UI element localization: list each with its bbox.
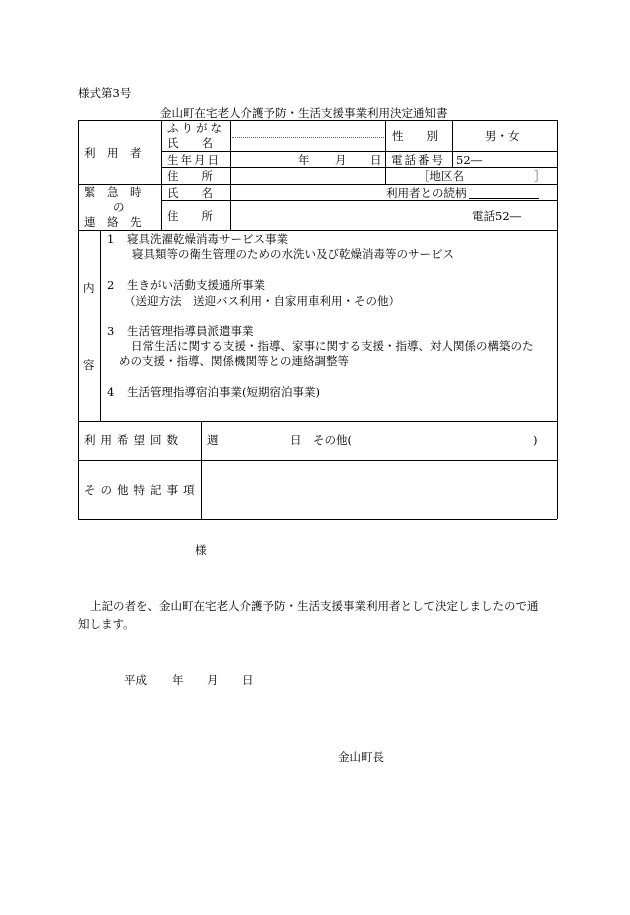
item-1-detail: 寝具類等の衛生管理のための水洗い及び乾燥消毒等のサービス <box>132 247 454 261</box>
table-line <box>78 184 557 185</box>
address-label: 住 所 <box>167 169 213 183</box>
table-line <box>385 120 386 184</box>
issuer: 金山町長 <box>338 750 384 764</box>
content-header-top: 内 <box>83 281 95 295</box>
table-line <box>78 421 557 422</box>
table-line <box>161 200 557 201</box>
birthdate-day: 日 <box>370 153 382 167</box>
emergency-phone: 電話52― <box>472 209 522 223</box>
birthdate-month: 月 <box>335 153 347 167</box>
item-3-detail-line2: めの支援・指導、関係機関等との連絡調整等 <box>119 354 349 368</box>
item-3-number: 3 <box>107 324 115 338</box>
sex-value: 男・女 <box>485 129 520 143</box>
frequency-day: 日 <box>290 433 302 447</box>
item-2-detail: （送迎方法 送迎バス利用・自家用車利用・その他） <box>124 294 400 308</box>
table-line <box>78 230 557 231</box>
item-2-number: 2 <box>107 278 115 292</box>
relation-underline <box>469 198 539 199</box>
birthdate-year: 年 <box>298 153 310 167</box>
item-1-number: 1 <box>107 232 115 246</box>
content-header-bottom: 容 <box>83 358 95 372</box>
user-section-header: 利 用 者 <box>84 146 142 160</box>
district-open: ［地区名 <box>418 169 464 183</box>
table-line <box>161 151 557 152</box>
table-line <box>100 230 101 421</box>
frequency-week: 週 <box>207 433 219 447</box>
item-4-number: 4 <box>107 385 115 399</box>
date-month: 月 <box>207 673 219 687</box>
emergency-header-line1: 緊 急 時 <box>84 185 142 199</box>
item-1-title: 寝具洗濯乾燥消毒サービス事業 <box>127 232 288 246</box>
form-number: 様式第3号 <box>78 86 132 100</box>
emergency-name-label: 氏 名 <box>167 186 213 200</box>
phone-prefix: 52― <box>456 153 483 167</box>
table-line <box>452 120 453 168</box>
date-era: 平成 <box>124 673 147 687</box>
furigana-label: ふりがな <box>167 121 225 135</box>
table-border-top <box>78 120 557 121</box>
item-3-detail-line1: 日常生活に関する支援・指導、家事に関する支援・指導、対人関係の構築のた <box>131 339 534 353</box>
frequency-other-open: その他( <box>313 433 352 447</box>
sex-label: 性 別 <box>392 129 438 143</box>
item-2-title: 生きがい活動支援通所事業 <box>127 278 265 292</box>
table-border-bottom <box>78 519 557 520</box>
furigana-dotted-line <box>232 137 384 138</box>
table-border-right <box>557 120 558 519</box>
notes-label: その他特記事項 <box>84 483 200 497</box>
item-4-title: 生活管理指導宿泊事業(短期宿泊事業) <box>127 385 320 399</box>
emergency-header-line3: 連 絡 先 <box>84 215 142 229</box>
table-line <box>230 120 231 230</box>
table-line <box>161 167 557 168</box>
name-label: 氏 名 <box>167 136 213 150</box>
item-3-title: 生活管理指導員派遣事業 <box>127 324 254 338</box>
date-year: 年 <box>172 673 184 687</box>
recipient-suffix: 様 <box>195 543 207 557</box>
frequency-label: 利用希望回数 <box>84 433 183 447</box>
table-line <box>201 421 202 519</box>
phone-label: 電話番号 <box>391 153 445 167</box>
emergency-address-label: 住 所 <box>167 209 213 223</box>
document-title: 金山町在宅老人介護予防・生活支援事業利用決定通知書 <box>160 106 448 120</box>
birthdate-label: 生年月日 <box>167 153 221 167</box>
relation-label: 利用者との続柄 <box>386 186 467 200</box>
body-text-line2: 知します。 <box>78 617 135 631</box>
date-day: 日 <box>242 673 254 687</box>
table-line <box>161 120 162 230</box>
emergency-header-line2: の <box>113 200 125 214</box>
frequency-other-close: ) <box>533 433 538 447</box>
table-line <box>78 460 557 461</box>
body-text-line1: 上記の者を、金山町在宅老人介護予防・生活支援事業利用者として決定しましたので通 <box>90 599 539 613</box>
district-close: ］ <box>534 169 546 183</box>
